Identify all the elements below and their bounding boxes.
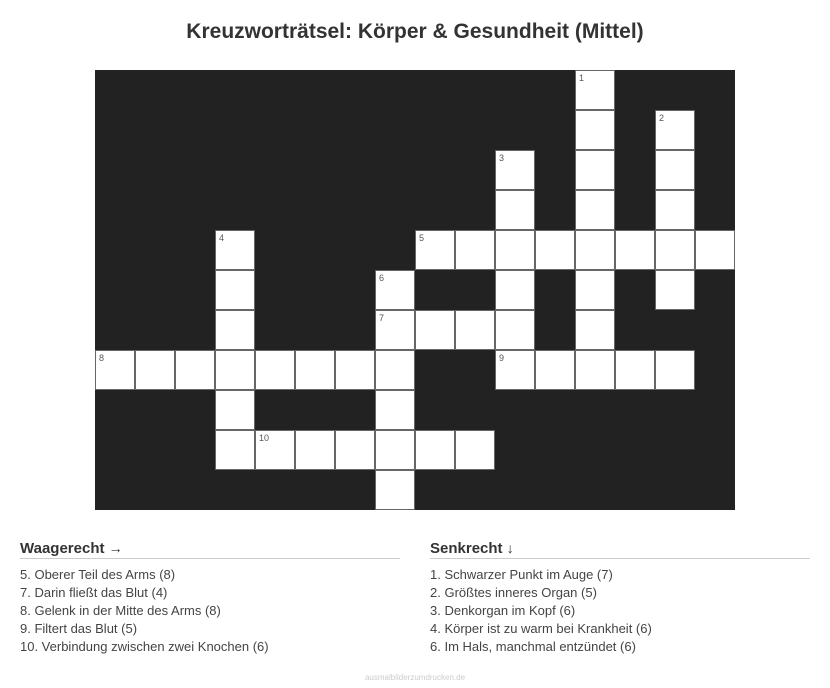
clue-down: 2. Größtes inneres Organ (5) bbox=[430, 585, 597, 600]
grid-cell[interactable] bbox=[575, 190, 615, 230]
arrow-down-icon: ↓ bbox=[506, 540, 514, 556]
grid-cell[interactable] bbox=[495, 190, 535, 230]
grid-cell[interactable] bbox=[495, 310, 535, 350]
across-clues bbox=[20, 540, 400, 656]
grid-cell[interactable] bbox=[215, 230, 255, 270]
down-heading bbox=[430, 540, 810, 559]
grid-cell[interactable] bbox=[415, 430, 455, 470]
grid-cell[interactable] bbox=[535, 350, 575, 390]
grid-cell[interactable] bbox=[535, 230, 575, 270]
clue-down: 3. Denkorgan im Kopf (6) bbox=[430, 603, 576, 618]
grid-cell[interactable] bbox=[495, 270, 535, 310]
grid-cell[interactable] bbox=[655, 110, 695, 150]
clue-number: 8 bbox=[99, 353, 105, 363]
clue-across: 5. Oberer Teil des Arms (8) bbox=[20, 567, 176, 582]
grid-cell[interactable] bbox=[575, 350, 615, 390]
grid-cell[interactable] bbox=[375, 430, 415, 470]
clue-number: 3 bbox=[499, 153, 505, 163]
grid-cell[interactable] bbox=[655, 190, 695, 230]
grid-cell[interactable] bbox=[215, 270, 255, 310]
down-heading-label: Senkrecht bbox=[430, 540, 503, 557]
grid-cell[interactable] bbox=[375, 270, 415, 310]
across-heading bbox=[20, 540, 400, 559]
grid-cell[interactable] bbox=[335, 430, 375, 470]
grid-cell[interactable] bbox=[495, 150, 535, 190]
grid-cell[interactable] bbox=[455, 430, 495, 470]
crossword-grid bbox=[95, 70, 735, 510]
grid-cell[interactable] bbox=[615, 350, 655, 390]
grid-cell[interactable] bbox=[415, 230, 455, 270]
grid-cell[interactable] bbox=[575, 150, 615, 190]
clue-down: 4. Körper ist zu warm bei Krankheit (6) bbox=[430, 621, 652, 636]
clue-number: 9 bbox=[499, 353, 505, 363]
grid-cell[interactable] bbox=[335, 350, 375, 390]
grid-cell[interactable] bbox=[295, 430, 335, 470]
grid-cell[interactable] bbox=[375, 350, 415, 390]
clue-across: 10. Verbindung zwischen zwei Knochen (6) bbox=[20, 639, 269, 654]
grid-cell[interactable] bbox=[135, 350, 175, 390]
grid-cell[interactable] bbox=[215, 310, 255, 350]
grid-cell[interactable] bbox=[575, 310, 615, 350]
grid-cell[interactable] bbox=[655, 230, 695, 270]
clue-number: 5 bbox=[419, 233, 425, 243]
grid-cell[interactable] bbox=[215, 350, 255, 390]
clue-number: 7 bbox=[379, 313, 385, 323]
grid-cell[interactable] bbox=[295, 350, 335, 390]
clue-across: 9. Filtert das Blut (5) bbox=[20, 621, 138, 636]
clue-down: 6. Im Hals, manchmal entzündet (6) bbox=[430, 639, 636, 654]
grid-cell[interactable] bbox=[655, 270, 695, 310]
clue-number: 4 bbox=[219, 233, 225, 243]
across-heading-label: Waagerecht bbox=[20, 540, 105, 557]
grid-cell[interactable] bbox=[375, 390, 415, 430]
grid-cell[interactable] bbox=[695, 230, 735, 270]
grid-cell[interactable] bbox=[495, 230, 535, 270]
grid-cell[interactable] bbox=[415, 310, 455, 350]
grid-cell[interactable] bbox=[215, 430, 255, 470]
clue-across: 7. Darin fließt das Blut (4) bbox=[20, 585, 168, 600]
grid-cell[interactable] bbox=[575, 70, 615, 110]
grid-cell[interactable] bbox=[615, 230, 655, 270]
grid-cell[interactable] bbox=[255, 350, 295, 390]
grid-cell[interactable] bbox=[375, 310, 415, 350]
grid-cell[interactable] bbox=[655, 150, 695, 190]
grid-cell[interactable] bbox=[575, 230, 615, 270]
grid-cell[interactable] bbox=[575, 270, 615, 310]
clue-down: 1. Schwarzer Punkt im Auge (7) bbox=[430, 567, 613, 582]
clue-across: 8. Gelenk in der Mitte des Arms (8) bbox=[20, 603, 221, 618]
grid-cell[interactable] bbox=[455, 310, 495, 350]
grid-cell[interactable] bbox=[455, 230, 495, 270]
grid-cell[interactable] bbox=[375, 470, 415, 510]
grid-cell[interactable] bbox=[575, 110, 615, 150]
clue-number: 1 bbox=[579, 73, 585, 83]
page-title: Kreuzworträtsel: Körper & Gesundheit (Mittel) bbox=[186, 20, 644, 43]
clue-number: 6 bbox=[379, 273, 385, 283]
grid-cell[interactable] bbox=[95, 350, 135, 390]
clue-number: 10 bbox=[259, 433, 270, 443]
arrow-right-icon: → bbox=[108, 540, 123, 556]
grid-cell[interactable] bbox=[175, 350, 215, 390]
grid-cell[interactable] bbox=[495, 350, 535, 390]
grid-cell[interactable] bbox=[215, 390, 255, 430]
clue-number: 2 bbox=[659, 113, 665, 123]
grid-cell[interactable] bbox=[655, 350, 695, 390]
footer-watermark: ausmalbilderzumdrucken.de bbox=[364, 673, 466, 682]
grid-cell[interactable] bbox=[255, 430, 295, 470]
down-clues bbox=[430, 540, 810, 656]
